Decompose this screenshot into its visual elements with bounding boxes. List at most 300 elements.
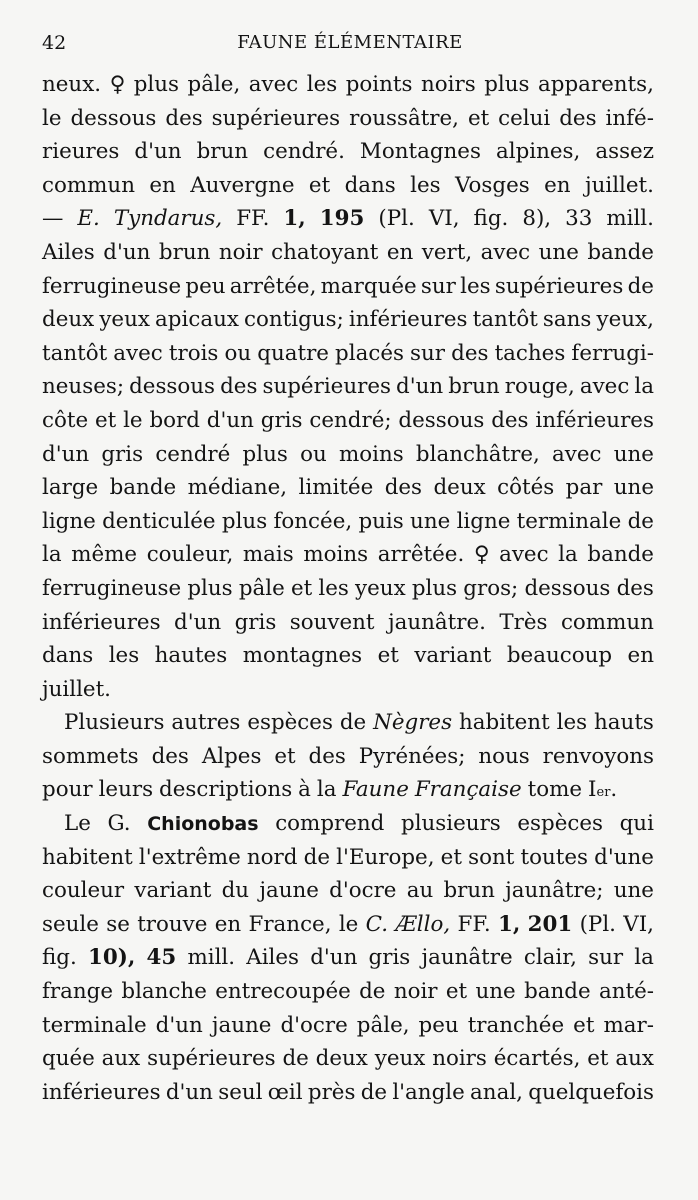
word: d'un xyxy=(310,945,358,971)
word: 33 xyxy=(565,206,593,232)
word: variant xyxy=(134,878,212,904)
word: deux xyxy=(433,475,486,501)
word: Alpes xyxy=(201,743,262,769)
word: souvent xyxy=(289,609,375,635)
word: supérieures xyxy=(494,273,624,299)
word: vert, xyxy=(421,239,473,265)
text-line xyxy=(42,908,654,942)
word: commun xyxy=(560,609,654,635)
word: puis xyxy=(358,508,404,534)
word: trouve xyxy=(137,911,208,937)
word: espèces xyxy=(247,710,333,736)
word: Plusieurs xyxy=(64,710,165,736)
word: côte xyxy=(42,407,89,433)
word: marquée xyxy=(320,273,417,299)
word: Ailes xyxy=(42,239,95,265)
word: nord xyxy=(246,844,298,870)
word: jaunâtre xyxy=(421,945,513,971)
word: gros; xyxy=(463,575,519,601)
word: qui xyxy=(619,811,654,837)
word: — xyxy=(42,206,64,232)
word: ligne xyxy=(42,508,96,534)
word: deux xyxy=(42,307,95,333)
word: habitent xyxy=(458,710,550,736)
word: Faune xyxy=(342,777,409,803)
word: (Pl. xyxy=(378,206,415,232)
word: descriptions xyxy=(159,777,293,803)
word: hauts xyxy=(594,710,654,736)
word: rieures xyxy=(42,139,120,165)
word: d'ocre xyxy=(280,1012,348,1038)
word: et xyxy=(587,1046,609,1072)
word: des xyxy=(491,407,529,433)
word: d'un xyxy=(206,407,254,433)
word: renvoyons xyxy=(542,743,654,769)
word: sommets xyxy=(42,743,139,769)
word: la xyxy=(316,777,337,803)
word: taches xyxy=(494,340,566,366)
word: noir xyxy=(218,239,263,265)
word: et xyxy=(274,743,296,769)
text-line xyxy=(42,807,654,841)
word: jaunâtre. xyxy=(387,609,486,635)
word: I xyxy=(588,777,597,803)
word: Nègres xyxy=(373,710,453,736)
word: dessous xyxy=(129,374,216,400)
word: 195 xyxy=(319,206,365,232)
word: inférieures xyxy=(535,407,654,433)
word: en xyxy=(386,239,414,265)
word: couleur, xyxy=(146,542,234,568)
word: et xyxy=(440,844,462,870)
word: supérieures xyxy=(147,1046,276,1072)
word: fig. xyxy=(42,945,77,971)
word: des xyxy=(384,475,423,501)
text-line xyxy=(42,135,654,169)
word: espèces xyxy=(517,811,603,837)
word: yeux xyxy=(99,307,150,333)
word: E. xyxy=(77,206,100,232)
word: contigus; xyxy=(244,307,344,333)
word: Ailes xyxy=(246,945,300,971)
word: ferrugi- xyxy=(571,340,654,366)
word: des xyxy=(151,743,189,769)
word: jaune xyxy=(259,878,319,904)
word: le xyxy=(338,911,359,937)
word: gris xyxy=(368,945,411,971)
word: 1, xyxy=(283,206,306,232)
word: avec xyxy=(113,340,163,366)
word: de xyxy=(360,1079,388,1105)
text-line xyxy=(42,874,654,908)
word: l'Europe, xyxy=(336,844,435,870)
word: des xyxy=(165,105,203,131)
word: d'un xyxy=(396,374,444,400)
word: même xyxy=(71,542,138,568)
word: plus xyxy=(187,575,233,601)
word: la xyxy=(634,945,654,971)
word: avec xyxy=(480,239,531,265)
word: toutes xyxy=(520,844,588,870)
word: aux xyxy=(615,1046,654,1072)
word: Ællo, xyxy=(395,911,451,937)
page-header xyxy=(42,28,658,56)
word: le xyxy=(123,407,143,433)
word: pâle xyxy=(238,575,285,601)
word: côtés xyxy=(497,475,555,501)
text-line xyxy=(42,68,654,102)
word: brun xyxy=(443,878,495,904)
word: infé- xyxy=(605,105,654,131)
text-line xyxy=(42,538,654,572)
word: brun xyxy=(448,374,500,400)
text-line xyxy=(42,1009,654,1043)
word: neux. xyxy=(42,72,102,97)
word: écartés, xyxy=(493,1046,581,1072)
running-title: FAUNE ÉLÉMENTAIRE xyxy=(237,32,463,53)
word: pour xyxy=(42,777,93,803)
word: d'ocre xyxy=(329,878,397,904)
word: roussâtre, xyxy=(349,105,459,131)
word: cendré xyxy=(155,441,231,467)
word: d'un xyxy=(42,441,90,467)
word: anal, xyxy=(470,1079,523,1105)
word: des xyxy=(559,105,597,131)
word: foncée, xyxy=(273,508,353,534)
word: 8), xyxy=(522,206,552,232)
word: ferrugineuse xyxy=(42,273,182,299)
word: chatoyant xyxy=(271,239,379,265)
word: inférieures xyxy=(42,1079,161,1105)
word: de xyxy=(339,710,367,736)
word: tranchée xyxy=(467,1012,565,1038)
word: peu xyxy=(418,1012,459,1038)
word: 201 xyxy=(527,911,573,937)
word: rouge, xyxy=(504,374,575,400)
word: par xyxy=(565,475,603,501)
word: jaunâtre; xyxy=(505,878,604,904)
word: supérieures xyxy=(262,374,391,400)
word: beaucoup xyxy=(506,643,613,669)
word: de xyxy=(282,1046,309,1072)
word: entrecoupée xyxy=(215,979,351,1005)
word: (Pl. xyxy=(579,911,616,937)
word: juillet. xyxy=(584,172,654,198)
word: anté- xyxy=(598,979,654,1005)
word: quatre xyxy=(257,340,329,366)
word: noir xyxy=(393,979,438,1005)
word: noirs xyxy=(421,72,476,97)
word: VI, xyxy=(623,911,654,937)
word: bande xyxy=(587,239,654,265)
word: ou xyxy=(224,340,252,366)
word: supérieures xyxy=(211,105,341,131)
word: sur xyxy=(410,340,446,366)
word: neuses; xyxy=(42,374,125,400)
word: la xyxy=(42,542,62,568)
word: sur xyxy=(420,273,456,299)
word: et xyxy=(467,105,490,131)
word: aux xyxy=(101,1046,141,1072)
word: en xyxy=(544,172,571,198)
word: plus xyxy=(221,508,268,534)
word: au xyxy=(406,878,434,904)
word: cendré. xyxy=(263,139,345,165)
word: G. xyxy=(107,811,131,837)
word: en xyxy=(214,911,242,937)
word: moins xyxy=(338,441,404,467)
word: plus xyxy=(484,72,530,97)
word: deux xyxy=(315,1046,368,1072)
word: blanche xyxy=(121,979,207,1005)
text-line xyxy=(42,572,654,606)
word: sur xyxy=(588,945,624,971)
word: et xyxy=(94,407,117,433)
word: seul xyxy=(218,1079,263,1105)
word: hautes xyxy=(154,643,228,669)
text-line xyxy=(42,236,654,270)
word: de xyxy=(627,508,654,534)
word: les xyxy=(410,172,441,198)
word: peu xyxy=(185,273,226,299)
word: quelquefois xyxy=(528,1079,654,1105)
word: d'un xyxy=(174,609,222,635)
word: arrêtée. xyxy=(377,542,465,568)
word: juillet. xyxy=(42,676,111,702)
text-line: pour leurs descriptions à la Faune Française tome I er . xyxy=(42,773,654,807)
word: ♀ xyxy=(109,72,126,97)
word: d'un xyxy=(103,239,151,265)
text-line xyxy=(42,438,654,472)
word: autres xyxy=(171,710,241,736)
word: leurs xyxy=(98,777,154,803)
word: gris xyxy=(234,609,277,635)
word: une xyxy=(538,239,579,265)
word: 45 xyxy=(146,945,177,971)
word: C. xyxy=(365,911,389,937)
text-line xyxy=(42,202,654,236)
word: plus xyxy=(411,575,458,601)
text-line xyxy=(42,303,654,337)
word: fig. xyxy=(473,206,509,232)
word: et xyxy=(290,575,313,601)
text-line xyxy=(42,1076,654,1110)
word: Montagnes xyxy=(359,139,481,165)
word: d'un xyxy=(155,1012,203,1038)
word: yeux xyxy=(355,575,406,601)
word: ligne xyxy=(456,508,511,534)
word: sans xyxy=(542,307,592,333)
word: tantôt xyxy=(42,340,108,366)
word: à xyxy=(298,777,311,803)
word: plus xyxy=(133,72,180,97)
word: dessous xyxy=(70,105,157,131)
word: ou xyxy=(300,441,327,467)
word: des xyxy=(220,374,258,400)
word: quée xyxy=(42,1046,95,1072)
word: denticulée xyxy=(102,508,216,534)
word: les xyxy=(318,575,349,601)
word: yeux, xyxy=(596,307,654,333)
word: brun xyxy=(158,239,211,265)
word: pâle, xyxy=(356,1012,410,1038)
word: mar- xyxy=(603,1012,654,1038)
word: noirs xyxy=(432,1046,487,1072)
word: les xyxy=(306,72,338,97)
word: celui xyxy=(498,105,551,131)
word: avec xyxy=(552,441,602,467)
word: et xyxy=(308,172,331,198)
body-text xyxy=(42,68,654,1109)
word: des xyxy=(451,340,489,366)
text-line xyxy=(42,941,654,975)
word: apparents, xyxy=(538,72,654,97)
text-line xyxy=(42,606,654,640)
word: l'angle xyxy=(392,1079,465,1105)
word: Française xyxy=(414,777,522,803)
word: blanchâtre, xyxy=(415,441,540,467)
word: France, xyxy=(248,911,332,937)
word: le xyxy=(42,105,62,131)
word: 1, xyxy=(497,911,521,937)
word: limitée xyxy=(298,475,374,501)
word: placés xyxy=(335,340,404,366)
word: frange xyxy=(42,979,114,1005)
word: FF. xyxy=(236,206,270,232)
word: apicaux xyxy=(155,307,239,333)
word: 10), xyxy=(87,945,136,971)
word: gris xyxy=(260,407,303,433)
word: de xyxy=(627,273,654,299)
word: dessous xyxy=(398,407,485,433)
word: Vosges xyxy=(455,172,530,198)
word: mill. xyxy=(606,206,654,232)
word: montagnes xyxy=(242,643,363,669)
word: plusieurs xyxy=(401,811,501,837)
text-line xyxy=(42,337,654,371)
word: une xyxy=(613,441,654,467)
word: Auvergne xyxy=(190,172,295,198)
word: bande xyxy=(524,979,591,1005)
text-line xyxy=(42,673,654,707)
word: mais xyxy=(242,542,294,568)
word: œil xyxy=(267,1079,303,1105)
word: en xyxy=(149,172,176,198)
word: nous xyxy=(478,743,530,769)
word: d'une xyxy=(594,844,654,870)
word: . xyxy=(610,777,618,803)
word: ferrugineuse xyxy=(42,575,182,601)
word: large xyxy=(42,475,99,501)
word: gris xyxy=(101,441,144,467)
word: avec xyxy=(579,374,630,400)
word: Le xyxy=(64,811,91,837)
word: clair, xyxy=(523,945,577,971)
word: tantôt xyxy=(472,307,538,333)
word: FF. xyxy=(457,911,491,937)
text-line xyxy=(42,841,654,875)
word: de xyxy=(303,844,330,870)
word: yeux xyxy=(374,1046,426,1072)
genus-name: Chionobas xyxy=(147,813,259,836)
word: terminale xyxy=(42,1012,147,1038)
text-line xyxy=(42,270,654,304)
word: pâle, xyxy=(187,72,241,97)
text-line xyxy=(42,505,654,539)
word: mill. xyxy=(187,945,236,971)
word: en xyxy=(627,643,654,669)
word: des xyxy=(308,743,346,769)
word: la xyxy=(558,542,578,568)
word: et xyxy=(377,643,399,669)
word: inférieures xyxy=(42,609,161,635)
word: Tyndarus, xyxy=(113,206,223,232)
word: dans xyxy=(42,643,94,669)
word: habitent xyxy=(42,844,133,870)
word: se xyxy=(106,911,130,937)
word: Très xyxy=(499,609,548,635)
word: les xyxy=(108,643,140,669)
word: comprend xyxy=(275,811,385,837)
word: brun xyxy=(196,139,249,165)
word: d'un xyxy=(165,1079,213,1105)
word: sont xyxy=(468,844,515,870)
word: commun xyxy=(42,172,135,198)
text-line xyxy=(42,404,654,438)
word: tome xyxy=(527,777,583,803)
word: une xyxy=(475,979,516,1005)
word: une xyxy=(410,508,451,534)
word: couleur xyxy=(42,878,125,904)
word: dessous xyxy=(524,575,611,601)
word: terminale xyxy=(516,508,622,534)
word: variant xyxy=(414,643,492,669)
word: de xyxy=(359,979,386,1005)
page-number: 42 xyxy=(42,32,67,54)
text-line xyxy=(42,1042,654,1076)
word: les xyxy=(556,710,588,736)
text-line xyxy=(42,975,654,1009)
word: et xyxy=(573,1012,595,1038)
word: la xyxy=(634,374,654,400)
word: VI, xyxy=(428,206,460,232)
word: alpines, xyxy=(495,139,581,165)
word: et xyxy=(445,979,468,1005)
word: arrêtée, xyxy=(229,273,317,299)
word: avec xyxy=(248,72,299,97)
word: une xyxy=(613,878,654,904)
word: inférieures xyxy=(348,307,468,333)
word: ♀ xyxy=(473,542,490,568)
word: seule xyxy=(42,911,99,937)
word: médiane, xyxy=(187,475,288,501)
word: une xyxy=(613,475,654,501)
word: jaune xyxy=(211,1012,272,1038)
text-line xyxy=(42,706,654,740)
word: des xyxy=(616,575,654,601)
word: les xyxy=(460,273,491,299)
word: l'extrême xyxy=(138,844,241,870)
word: points xyxy=(345,72,413,97)
text-line xyxy=(42,169,654,203)
text-line xyxy=(42,740,654,774)
word: dans xyxy=(344,172,396,198)
word: cendré; xyxy=(309,407,392,433)
word: avec xyxy=(499,542,549,568)
text-line xyxy=(42,102,654,136)
text-line xyxy=(42,639,654,673)
word: plus xyxy=(242,441,288,467)
